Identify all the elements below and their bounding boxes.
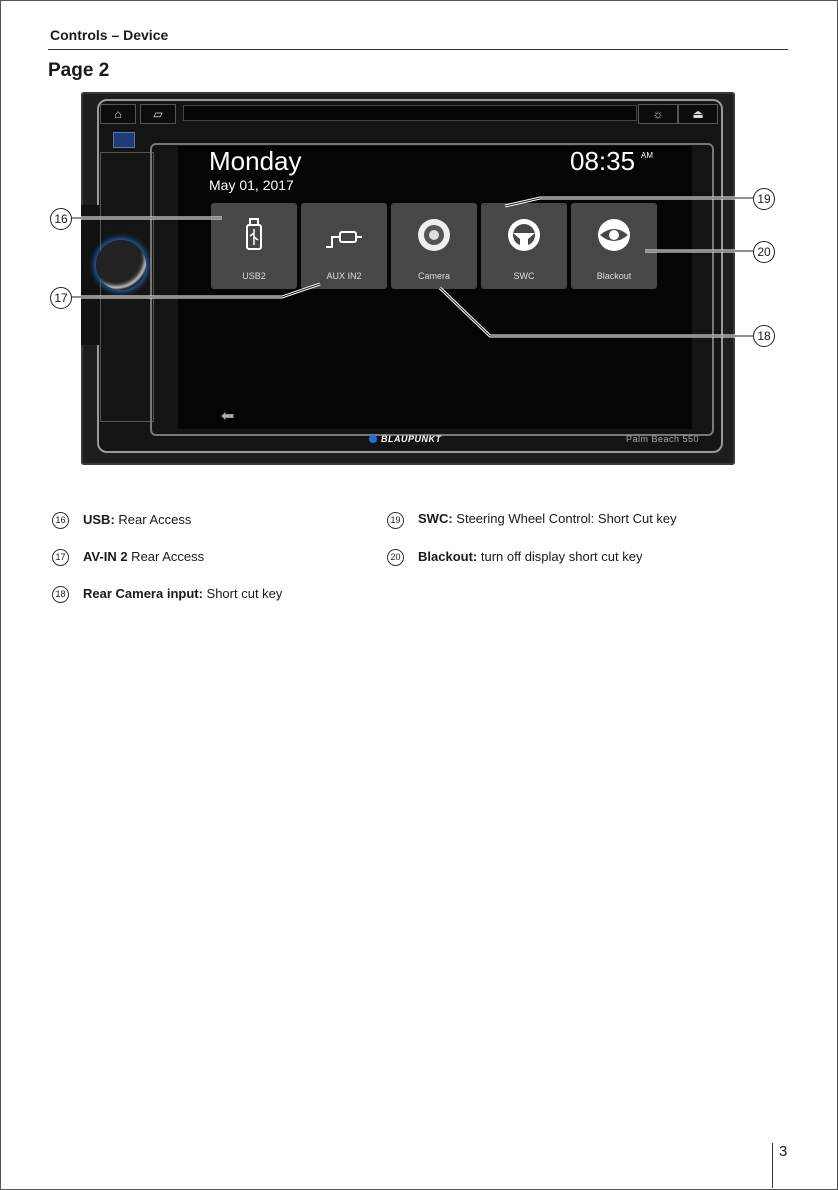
tile-label: Blackout	[596, 271, 632, 281]
legend-item-blackout	[418, 549, 642, 564]
tile-label: SWC	[513, 271, 535, 281]
page-heading: Page 2	[48, 60, 110, 81]
page-number-rule	[772, 1143, 773, 1188]
model-name: Palm Beach 550	[626, 434, 700, 444]
legend-number: 19	[387, 512, 404, 529]
legend-item-swc	[418, 511, 677, 526]
back-arrow-icon[interactable]: ⬅	[221, 408, 235, 425]
brightness-icon[interactable]: ☼	[638, 104, 678, 124]
legend-term: Blackout:	[418, 549, 478, 564]
legend-desc: turn off display short cut key	[477, 549, 643, 564]
legend-term: AV-IN 2	[83, 549, 128, 564]
legend-desc: Steering Wheel Control: Short Cut key	[452, 511, 677, 526]
callout-17: 17	[50, 287, 72, 309]
legend-number: 16	[52, 512, 69, 529]
callout-20: 20	[753, 241, 775, 263]
legend-term: USB:	[83, 512, 115, 527]
legend-item-camera	[83, 586, 282, 601]
screen-time: 08:35	[570, 146, 636, 176]
legend-term: SWC:	[418, 511, 453, 526]
legend-desc: Rear Access	[114, 512, 192, 527]
screen-icon[interactable]: ▱	[140, 104, 176, 124]
home-icon[interactable]: ⌂	[100, 104, 136, 124]
callout-16: 16	[50, 208, 72, 230]
page-number: 3	[779, 1143, 788, 1160]
legend-item-usb	[83, 512, 191, 527]
tile-label: AUX IN2	[326, 271, 362, 281]
legend-term: Rear Camera input:	[83, 586, 203, 601]
eject-icon[interactable]: ⏏	[678, 104, 718, 124]
screen-day: Monday	[209, 146, 302, 176]
legend-number: 18	[52, 586, 69, 603]
screen-date: May 01, 2017	[209, 177, 294, 193]
legend-desc: Rear Access	[127, 549, 205, 564]
legend-desc: Short cut key	[202, 586, 283, 601]
screen-ampm: AM	[641, 151, 653, 160]
legend-item-av-in2	[83, 549, 204, 564]
tile-label: Camera	[417, 271, 450, 281]
section-title: Controls – Device	[50, 27, 169, 43]
tile-label: USB2	[242, 271, 266, 281]
legend-number: 17	[52, 549, 69, 566]
callout-19: 19	[753, 188, 775, 210]
callout-18: 18	[753, 325, 775, 347]
legend-number: 20	[387, 549, 404, 566]
brand-name: BLAUPUNKT	[381, 434, 442, 444]
